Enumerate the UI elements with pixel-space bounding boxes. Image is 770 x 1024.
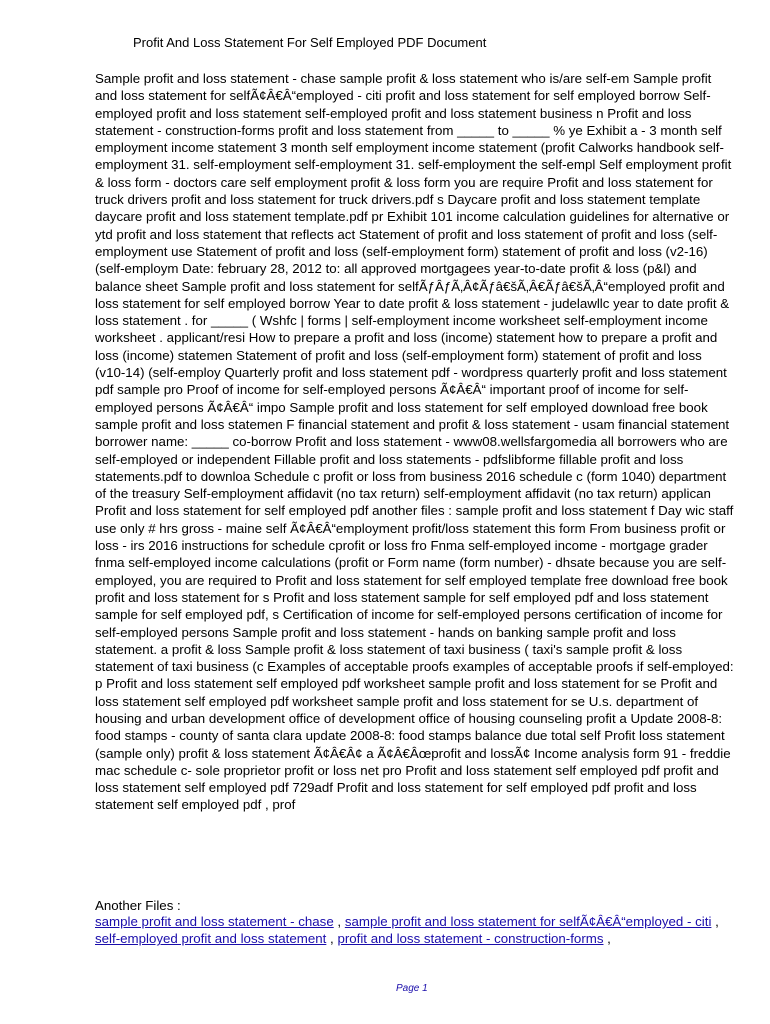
document-body xyxy=(95,70,735,814)
link-trailing-separator: , xyxy=(603,931,611,947)
page-number: Page 1 xyxy=(396,983,428,994)
link-self-employed[interactable]: self-employed profit and loss statement xyxy=(95,931,327,947)
link-construction-forms[interactable]: profit and loss statement - construction-forms xyxy=(337,931,604,947)
document-title: Profit And Loss Statement For Self Employed PDF Document xyxy=(133,35,487,50)
link-separator: , xyxy=(711,914,719,929)
body-paragraph: Sample profit and loss statement - chase sample profit & loss statement who is/are self-em Sample profit and loss statement for selfÃ¢Â€Â“employed - citi profit and loss statement for self employed borrow Self-employed profit and loss statement self-employed profit and loss statement business n Profit and loss statement - construction-forms profit and loss statement from _____ to _____ % ye Exhibit a - 3 month self employment income statement 3 month self employment income statement (profit Calworks handbook self-employment 31. self-employment self-employment 31. self-employment the self-empl Self employment profit & loss form - doctors care self employment profit & loss form you are require Profit and loss statement for truck drivers profit and loss statement for truck drivers.pdf s Daycare profit and loss statement template daycare profit and loss statement template.pdf pr Exhibit 101 income calculation guidelines for alternative or ytd profit and loss statement that reflects act Statement of profit and loss statement of profit and loss (self-employment use Statement of profit and loss (self-employment form) statement of profit and loss (v2-16) (self-employm Date: february 28, 2012 to: all approved mortgagees year-to-date profit & loss (p&l) and balance sheet Sample profit and loss statement for selfÃƒÂƒÃ‚Â¢Ãƒâ€šÃ‚Â€Ãƒâ€šÃ‚Â“employed profit and loss statement for self employed borrow Year to date profit & loss statement - judelawllc year to date profit & loss statement . for _____ ( Wshfc | forms | self-employment income worksheet self-employment income worksheet . applicant/resi How to prepare a profit and loss (income) statement how to prepare a profit and loss (income) statemen Statement of profit and loss (self-employment form) statement of profit and loss (v10-14) (self-employ Quarterly profit and loss statement pdf - wordpress quarterly profit and loss statement pdf sample pro Proof of income for self-employed persons Ã¢Â€Â“ important proof of income for self-employed persons Ã¢Â€Â“ impo Sample profit and loss statement for self employed download free book sample profit and loss statemen F financial statement and profit & loss statement - usam financial statement borrower name: _____ co-borrow Profit and loss statement - www08.wellsfargomedia all borrowers who are self-employed or independent Fillable profit and loss statements - pdfslibforme fillable profit and loss statements.pdf to downloa Schedule c profit or loss from business 2016 schedule c (form 1040) department of the treasury Self-employment affidavit (no tax return) self-employment affidavit (no tax return) applican Profit and loss statement for self employed pdf another files : sample profit and loss statement f Day wic staff use only # hrs gross - maine self Ã¢Â€Â“employment profit/loss statement this form From business profit or loss - irs 2016 instructions for schedule cprofit or loss fro Fnma self-employed income - mortgage grader fnma self-employed income calculations (profit or Form name (form number) - dhsate because you are self-employed, you are required to Profit and loss statement for self employed template free download free book profit and loss statement for s Profit and loss statement sample for self employed pdf and loss statement sample for self employed pdf, s Certification of income for self-employed persons certification of income for self-employed persons Sample profit and loss statement - hands on banking sample profit and loss statement. a profit & loss Sample profit & loss statement of taxi business ( taxi's sample profit & loss statement of taxi business (c Examples of acceptable proofs examples of acceptable proofs if self-employed: p Profit and loss statement self employed pdf worksheet sample profit and loss statement for se Profit and loss statement self employed pdf worksheet sample profit and loss statement for se U.s. department of housing and urban development office of development office of housing counseling profit a Update 2008-8: food stamps - county of santa clara update 2008-8: food stamps balance due total self Profit loss statement (sample only) profit & loss statement Ã¢Â€Â¢ a Ã¢Â€Âœprofit and lossÃ¢ Income analysis form 91 - freddie mac schedule c- sole proprietor profit or loss net pro Profit and loss statement self employed pdf profit and loss statement self employed pdf 729adf Profit and loss statement for self employed pdf profit and loss statement self employed pdf , prof xyxy=(95,71,734,813)
link-sample-chase[interactable]: sample profit and loss statement - chase xyxy=(95,914,334,929)
link-separator: , xyxy=(326,931,338,947)
link-separator: , xyxy=(333,914,345,929)
link-sample-citi[interactable]: sample profit and loss statement for selfÃ¢Â€Â“employed - citi xyxy=(344,914,712,929)
another-files-label: Another Files : xyxy=(95,898,181,913)
another-files-links xyxy=(95,913,735,948)
